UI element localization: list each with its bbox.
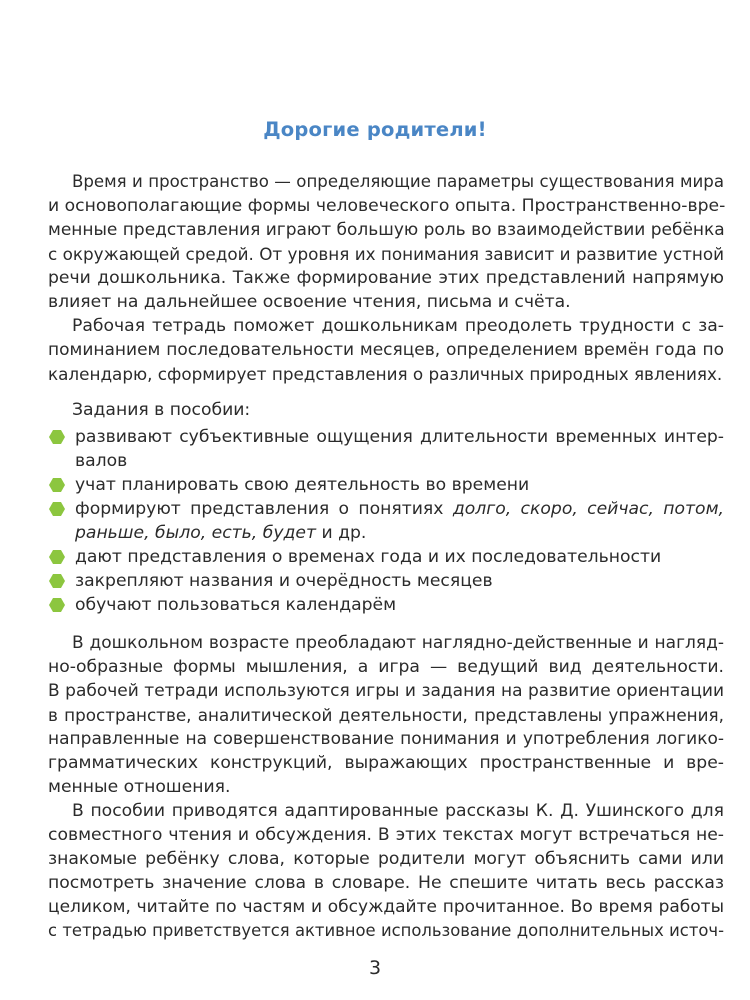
text-line: совместного чтения и обсуждения. В этих текстах могут встречаться не- [48, 825, 724, 845]
bullet-icon [49, 430, 65, 444]
tasks-heading: Задания в пособии: [72, 400, 251, 420]
bullet-icon [49, 502, 65, 516]
text-line: и основополагающие формы человеческого опыта. Пространственно-вре- [48, 196, 726, 216]
bullet-icon [49, 574, 65, 588]
text-line: целиком, читайте по частям и обсуждайте прочитанное. Во время работы [48, 897, 724, 917]
list-item: учат планировать свою деятельность во времени [75, 475, 530, 495]
list-item-italic: долго, скоро, сейчас, потом, [452, 499, 724, 519]
text-line: поминанием последовательности месяцев, определением времён года по [48, 340, 724, 360]
text-line: с окружающей средой. От уровня их понимания зависит и развитие устной [48, 244, 724, 264]
bullet-icon [49, 550, 65, 564]
text-line: В дошкольном возрасте преобладают наглядно-действенные и нагляд- [72, 633, 724, 653]
list-item: развивают субъективные ощущения длительности временных интер- [75, 427, 724, 447]
text-line: Время и пространство — определяющие параметры существования мира [72, 172, 724, 191]
text-line: но-образные формы мышления, а игра — ведущий вид деятельности. [48, 657, 724, 677]
list-item: обучают пользоваться календарём [75, 595, 397, 615]
list-item: дают представления о временах года и их последовательности [75, 547, 662, 567]
bullet-icon [49, 478, 65, 492]
list-item-continuation: валов [75, 451, 128, 471]
text-line: Рабочая тетрадь поможет дошкольникам преодолеть трудности с за- [72, 316, 724, 336]
text-line: менные представления играют большую роль во взаимодействии ребёнка [48, 220, 725, 240]
list-item: закрепляют названия и очерёдность месяцев [75, 571, 493, 591]
list-item-text: и др. [321, 523, 367, 543]
text-line: направленные на совершенствование понимания и употребления логико- [48, 729, 724, 749]
text-line: в пространстве, аналитической деятельности, представлены упражнения, [48, 705, 724, 725]
text-line: В рабочей тетради используются игры и задания на развитие ориентации [48, 681, 724, 701]
text-line: речи дошкольника. Также формирование этих представлений напрямую [48, 268, 724, 288]
text-line: посмотреть значение слова в словаре. Не спешите читать весь рассказ [48, 873, 724, 893]
bullet-icon [49, 598, 65, 612]
text-line: календарю, сформирует представления о различных природных явлениях. [48, 364, 723, 384]
text-line: грамматических конструкций, выражающих пространственные и вре- [48, 753, 724, 773]
text-line: В пособии приводятся адаптированные рассказы К. Д. Ушинского для [72, 801, 724, 821]
text-line: менные отношения. [48, 777, 231, 797]
text-line: знакомые ребёнку слова, которые родители могут объяснить сами или [48, 849, 724, 869]
list-item [75, 497, 724, 521]
list-item-continuation [75, 521, 724, 545]
text-line: с тетрадью приветствуется активное использование дополнительных источ- [48, 921, 724, 940]
list-item-italic: раньше, было, есть, будет [75, 523, 316, 543]
page-number: 3 [368, 957, 382, 979]
list-item-text: формируют представления о понятиях [75, 499, 444, 519]
page-title: Дорогие родители! [263, 118, 487, 141]
text-line: влияет на дальнейшее освоение чтения, письма и счёта. [48, 292, 571, 312]
